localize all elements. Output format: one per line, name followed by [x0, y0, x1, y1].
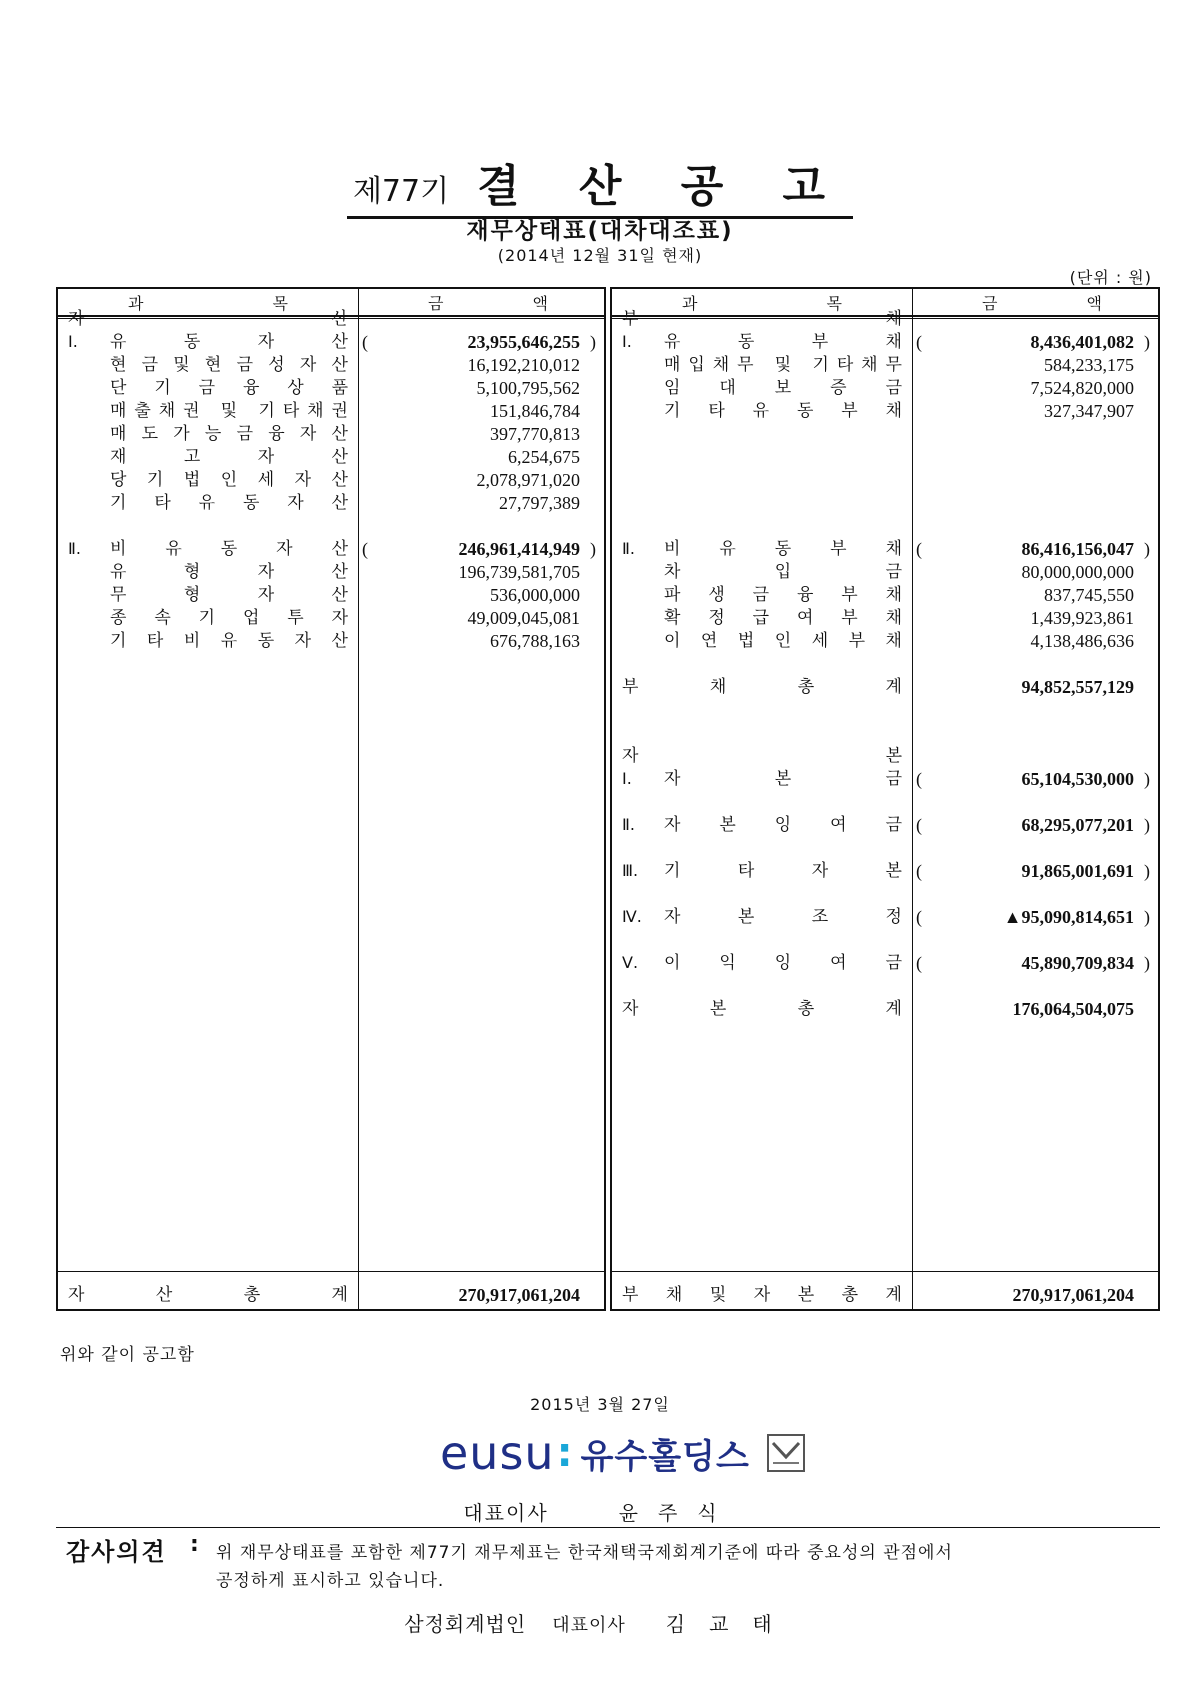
asset-row: [58, 307, 604, 331]
account-label: 자 산: [68, 309, 348, 329]
account-label: 무 형 자 산: [110, 585, 348, 605]
roman-numeral: Ⅲ.: [622, 861, 639, 880]
asset-row: [58, 491, 604, 515]
assets-section: [56, 287, 606, 1311]
balance-sheet-table: [56, 287, 1160, 1311]
amount-value: 16,192,210,012: [467, 355, 580, 375]
account-label: 자 본 잉 여 금: [664, 815, 902, 835]
liability-equity-row: [612, 353, 1158, 377]
close-paren: ): [590, 539, 596, 559]
close-paren: ): [1144, 539, 1150, 559]
amount-value: 91,865,001,691: [1021, 861, 1134, 881]
liability-equity-row: [612, 537, 1158, 561]
asset-row: [58, 583, 604, 607]
header-account-1: 과: [682, 294, 698, 313]
liability-equity-row: [612, 330, 1158, 354]
asset-row: [58, 330, 604, 354]
total-rule: [612, 1271, 1158, 1272]
close-paren: ): [1144, 332, 1150, 352]
close-paren: ): [1144, 907, 1150, 927]
auditor-ceo-name: 김교태: [665, 1612, 796, 1636]
roman-numeral: Ⅰ.: [622, 769, 632, 788]
liability-equity-row: [612, 560, 1158, 584]
account-label: 차 입 금: [664, 562, 902, 582]
liability-equity-row: [612, 813, 1158, 837]
logo-korean-name: 유수홀딩스: [580, 1436, 750, 1477]
account-label: 당 기 법 인 세 자 산: [110, 470, 348, 490]
account-label: 단 기 금 융 상 품: [110, 378, 348, 398]
amount-value: ▲95,090,814,651: [1003, 907, 1134, 927]
close-paren: ): [1144, 861, 1150, 881]
header-account-2: 목: [826, 294, 842, 313]
account-label: 자 본 금: [664, 769, 902, 789]
liability-equity-row: [612, 767, 1158, 791]
amount-value: 5,100,795,562: [476, 378, 580, 398]
liability-equity-row: [612, 951, 1158, 975]
open-paren: (: [362, 332, 368, 352]
amount-value: 2,078,971,020: [476, 470, 580, 490]
auditor-firm: 삼정회계법인: [404, 1612, 527, 1636]
roman-numeral: Ⅱ.: [622, 815, 635, 834]
account-label: 이 연 법 인 세 부 채: [664, 631, 902, 651]
open-paren: (: [916, 539, 922, 559]
main-title: 결 산 공 고: [477, 161, 848, 212]
liability-equity-row: [612, 905, 1158, 929]
close-paren: ): [1144, 769, 1150, 789]
amount-value: 23,955,646,255: [467, 332, 580, 352]
close-paren: ): [1144, 815, 1150, 835]
logo-colon-mark: :: [556, 1430, 573, 1476]
roman-numeral: Ⅱ.: [622, 539, 635, 558]
amount-value: 837,745,550: [1044, 585, 1134, 605]
asset-row: [58, 629, 604, 653]
total-rule: [58, 1271, 604, 1272]
audit-opinion-line-1: 위 재무상태표를 포함한 제77기 재무제표는 한국채택국제회계기준에 따라 중요성의 관점에서: [216, 1543, 953, 1563]
close-paren: ): [590, 332, 596, 352]
ceo-signature-line: [0, 1497, 1200, 1526]
amount-value: 8,436,401,082: [1030, 332, 1134, 352]
account-label: 유 동 자 산: [110, 332, 348, 352]
asset-row: [58, 606, 604, 630]
total-amount: 270,917,061,204: [1012, 1285, 1134, 1305]
amount-value: 676,788,163: [490, 631, 580, 651]
header-amount-2: 액: [532, 294, 548, 313]
amount-value: 151,846,784: [490, 401, 580, 421]
amount-value: 246,961,414,949: [458, 539, 580, 559]
audit-opinion-line-2: 공정하게 표시하고 있습니다.: [216, 1571, 445, 1591]
title-underline: [347, 150, 853, 219]
account-label: 부 채: [622, 309, 902, 329]
auditor-ceo-title: 대표이사: [552, 1615, 626, 1636]
account-label: 비 유 동 부 채: [664, 539, 902, 559]
account-label: 재 고 자 산: [110, 447, 348, 467]
roman-numeral: Ⅴ.: [622, 953, 639, 972]
liability-equity-row: [612, 859, 1158, 883]
amount-value: 7,524,820,000: [1030, 378, 1134, 398]
close-paren: ): [1144, 953, 1150, 973]
account-label: 자 본: [622, 746, 902, 766]
account-label: 임 대 보 증 금: [664, 378, 902, 398]
announcement-note: 위와 같이 공고함: [60, 1345, 195, 1365]
auditor-signature-line: [0, 1608, 1200, 1637]
asset-row: [58, 353, 604, 377]
header-account-2: 목: [272, 294, 288, 313]
account-label: 자 본 총 계: [622, 999, 902, 1019]
total-amount: 270,917,061,204: [458, 1285, 580, 1305]
open-paren: (: [916, 907, 922, 927]
account-label: 기 타 유 동 부 채: [664, 401, 902, 421]
account-label: 부 채 총 계: [622, 677, 902, 697]
asset-row: [58, 445, 604, 469]
amount-value: 4,138,486,636: [1030, 631, 1134, 651]
assets-total-row: [58, 1283, 604, 1307]
account-label: 이 익 잉 여 금: [664, 953, 902, 973]
account-label: 매 입 채 무 및 기 타 채 무: [664, 355, 902, 375]
amount-value: 1,439,923,861: [1030, 608, 1134, 628]
ceo-name: 윤주식: [618, 1501, 737, 1525]
account-label: 기 타 비 유 동 자 산: [110, 631, 348, 651]
header-amount-2: 액: [1086, 294, 1102, 313]
amount-value: 327,347,907: [1044, 401, 1134, 421]
header-amount-1: 금: [982, 294, 998, 313]
liability-equity-row: [612, 629, 1158, 653]
as-of-date: (2014년 12월 31일 현재): [497, 246, 703, 265]
amount-value: 45,890,709,834: [1021, 953, 1134, 973]
roman-numeral: Ⅱ.: [68, 539, 81, 558]
amount-value: 584,233,175: [1044, 355, 1134, 375]
account-label: 매 출 채 권 및 기 타 채 권: [110, 401, 348, 421]
account-label: 기 타 자 본: [664, 861, 902, 881]
account-label: 현 금 및 현 금 성 자 산: [110, 355, 348, 375]
open-paren: (: [916, 332, 922, 352]
open-paren: (: [916, 815, 922, 835]
amount-value: 6,254,675: [508, 447, 580, 467]
asset-row: [58, 376, 604, 400]
liabilities-equity-section: [610, 287, 1160, 1311]
amount-value: 80,000,000,000: [1021, 562, 1134, 582]
account-label: 비 유 동 자 산: [110, 539, 348, 559]
account-label: 유 동 부 채: [664, 332, 902, 352]
company-seal-icon: [766, 1433, 806, 1473]
asset-row: [58, 537, 604, 561]
amount-value: 536,000,000: [490, 585, 580, 605]
ceo-title: 대표이사: [463, 1501, 549, 1525]
amount-value: 94,852,557,129: [1021, 677, 1134, 697]
header-amount-1: 금: [428, 294, 444, 313]
audit-opinion-title: 감사의견: [66, 1538, 167, 1566]
announcement-title: [0, 150, 1200, 219]
amount-value: 49,009,045,081: [467, 608, 580, 628]
statement-subtitle: 재무상태표(대차대조표): [466, 218, 734, 244]
roman-numeral: Ⅰ.: [68, 332, 78, 351]
audit-colon: :: [190, 1532, 199, 1557]
amount-value: 27,797,389: [499, 493, 580, 513]
publication-date: 2015년 3월 27일: [530, 1395, 670, 1414]
account-label: 유 형 자 산: [110, 562, 348, 582]
logo-wordmark: eusu: [440, 1426, 555, 1480]
asset-row: [58, 399, 604, 423]
liability-equity-row: [612, 307, 1158, 331]
liabilities-equity-total-row: [612, 1283, 1158, 1307]
liability-equity-row: [612, 744, 1158, 768]
open-paren: (: [916, 861, 922, 881]
account-label: 파 생 금 융 부 채: [664, 585, 902, 605]
roman-numeral: Ⅰ.: [622, 332, 632, 351]
amount-value: 68,295,077,201: [1021, 815, 1134, 835]
company-logo: [440, 1425, 806, 1481]
account-label: 종 속 기 업 투 자: [110, 608, 348, 628]
liability-equity-row: [612, 399, 1158, 423]
account-label: 매 도 가 능 금 융 자 산: [110, 424, 348, 444]
amount-value: 65,104,530,000: [1021, 769, 1134, 789]
amount-value: 196,739,581,705: [458, 562, 580, 582]
liability-equity-row: [612, 376, 1158, 400]
unit-label: (단위 : 원): [1069, 268, 1152, 287]
open-paren: (: [362, 539, 368, 559]
account-label: 확 정 급 여 부 채: [664, 608, 902, 628]
asset-row: [58, 422, 604, 446]
asset-row: [58, 560, 604, 584]
liability-equity-row: [612, 675, 1158, 699]
amount-value: 397,770,813: [490, 424, 580, 444]
header-account-1: 과: [128, 294, 144, 313]
liability-equity-row: [612, 606, 1158, 630]
account-label: 자 본 조 정: [664, 907, 902, 927]
footer-divider: [56, 1527, 1160, 1528]
amount-value: 176,064,504,075: [1012, 999, 1134, 1019]
column-divider: [912, 289, 913, 1309]
liability-equity-row: [612, 997, 1158, 1021]
account-label: 기 타 유 동 자 산: [110, 493, 348, 513]
total-label: 부 채 및 자 본 총 계: [622, 1285, 902, 1305]
open-paren: (: [916, 953, 922, 973]
open-paren: (: [916, 769, 922, 789]
roman-numeral: Ⅳ.: [622, 907, 642, 926]
asset-row: [58, 468, 604, 492]
liability-equity-row: [612, 583, 1158, 607]
amount-value: 86,416,156,047: [1021, 539, 1134, 559]
fiscal-period: 제77기: [352, 174, 450, 209]
total-label: 자 산 총 계: [68, 1285, 348, 1305]
